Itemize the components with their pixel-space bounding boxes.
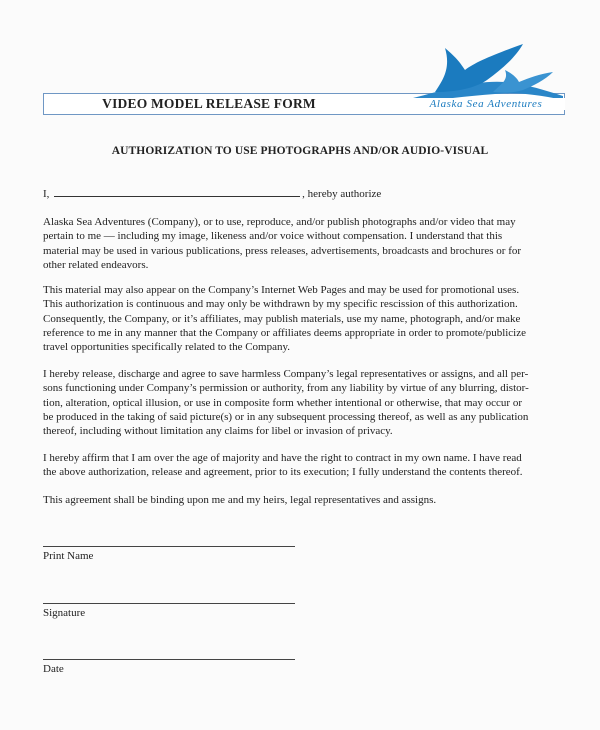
paragraph-1 [43,215,561,272]
print-name-label: Print Name [43,550,94,562]
paragraph-5 [43,493,561,507]
date-field[interactable] [43,659,295,660]
paragraph-3 [43,367,561,438]
paragraph-line: Alaska Sea Adventures (Company), or to use, reproduce, and/or publish photographs and/or video that may [43,216,516,228]
print-name-field[interactable] [43,546,295,547]
company-logo [405,40,565,118]
name-suffix: , hereby authorize [302,188,382,200]
name-authorization-line [43,187,381,201]
name-prefix: I, [43,188,50,200]
paragraph-line: Consequently, the Company, or it’s affiliates, may publish materials, use my name, photograph, and/or make [43,312,521,325]
paragraph-line: I hereby release, discharge and agree to save harmless Company’s legal representatives or assigns, and all per- [43,368,529,380]
paragraph-2 [43,283,561,354]
paragraph-line: This authorization is continuous and may only be withdrawn by my specific rescission of this authorization. [43,298,518,311]
paragraph-line: tion, alteration, optical illusion, or use in composite form whether intentional or otherwise, that may occur or [43,396,522,409]
signature-field[interactable] [43,603,295,604]
paragraph-line: This agreement shall be binding upon me and my heirs, legal representatives and assigns. [43,494,437,506]
logo-text: Alaska Sea Adventures [407,98,565,110]
paragraph-line: other related endeavors. [43,258,149,271]
name-blank-field[interactable] [54,187,300,197]
date-label: Date [43,663,64,675]
form-title: VIDEO MODEL RELEASE FORM [102,96,316,111]
paragraph-line: the above authorization, release and agreement, prior to its execution; I fully understand the contents thereof. [43,466,523,479]
paragraph-line: I hereby affirm that I am over the age of majority and have the right to contract in my own name. I have read [43,452,522,464]
paragraph-line: travel opportunities specifically related to the Company. [43,341,291,354]
paragraph-line: reference to me in any manner that the Company or affiliates deems appropriate in order to promote/publicize [43,326,527,339]
paragraph-line: This material may also appear on the Company’s Internet Web Pages and may be used for promotional uses. [43,284,520,296]
paragraph-line: material may be used in various publications, press releases, advertisements, broadcasts and brochures or for [43,244,522,257]
paragraph-4 [43,451,561,480]
signature-label: Signature [43,607,86,619]
paragraph-line: thereof, including without limitation any claims for libel or invasion of privacy. [43,425,393,438]
form-subtitle: AUTHORIZATION TO USE PHOTOGRAPHS AND/OR AUDIO-VISUAL [111,145,489,157]
paragraph-line: sons functioning under Company’s permission or authority, from any liability by virtue of any blurring, distor- [43,382,529,395]
paragraph-line: pertain to me — including my image, likeness and/or voice without compensation. I understand that this [43,230,503,243]
paragraph-line: be produced in the taking of said picture(s) or in any subsequent processing thereof, as well as any publication [43,410,529,423]
